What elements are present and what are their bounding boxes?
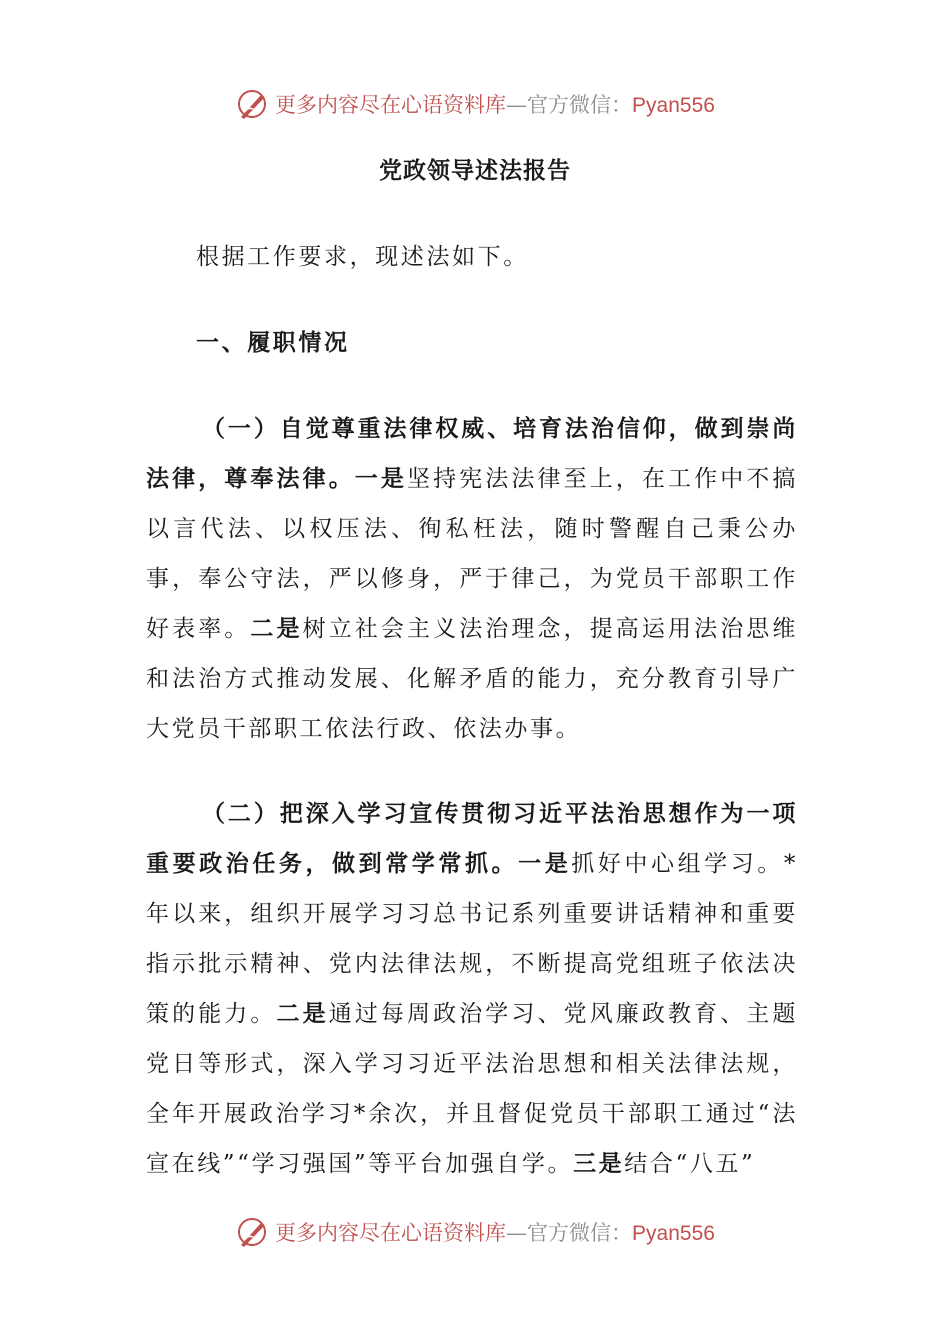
- footer-watermark: [0, 1212, 950, 1252]
- watermark-text: 更多内容尽在心语资料库—官方微信：Pyan556: [275, 1221, 715, 1245]
- para1-mark1: 一是: [354, 465, 407, 492]
- para2-text3: 结合“八五”: [624, 1151, 756, 1177]
- para1-text2: 树立社会主义法治理念，提高运用法治思维和法治方式推动发展、化解矛盾的能力，充分教育引导广大党员干部职工依法行政、依法办事。: [146, 616, 798, 742]
- para2-mark3: 三是: [573, 1150, 625, 1177]
- pen-logo-icon: [235, 1215, 269, 1249]
- pen-logo-icon: [235, 87, 269, 121]
- header-watermark: [0, 84, 950, 124]
- paragraph-1: [146, 404, 798, 754]
- para1-mark2: 二是: [250, 615, 303, 642]
- para2-text1: 抓好中心组学习。*年以来，组织开展学习习总书记系列重要讲话精神和重要指示批示精神、党内法律法规，不断提高党组班子依法决策的能力。: [146, 851, 799, 1027]
- para2-lead: （二）把深入学习宣传贯彻习近平法治思想作为一项重要政治任务，做到常学常抓。: [146, 800, 798, 877]
- para1-text1: 坚持宪法法律至上，在工作中不搞以言代法、以权压法、徇私枉法，随时警醒自己秉公办事，奉公守法，严以修身，严于律己，为党员干部职工作好表率。: [146, 466, 798, 642]
- section-heading: 一、履职情况: [196, 329, 350, 356]
- paragraph-2: [146, 789, 798, 1189]
- para2-text2: 通过每周政治学习、党风廉政教育、主题党日等形式，深入学习习近平法治思想和相关法律法规，全年开展政治学习*余次，并且督促党员干部职工通过“法宣在线”“学习强国”等平台加强自学。: [146, 1001, 798, 1177]
- para2-mark1: 一是: [518, 850, 572, 877]
- intro-paragraph: 根据工作要求，现述法如下。: [196, 244, 529, 270]
- document-title: 党政领导述法报告: [379, 157, 571, 184]
- para2-mark2: 二是: [276, 1000, 329, 1027]
- watermark-text: 更多内容尽在心语资料库—官方微信：Pyan556: [275, 93, 715, 117]
- para1-lead: （一）自觉尊重法律权威、培育法治信仰，做到崇尚法律，尊奉法律。: [146, 415, 798, 492]
